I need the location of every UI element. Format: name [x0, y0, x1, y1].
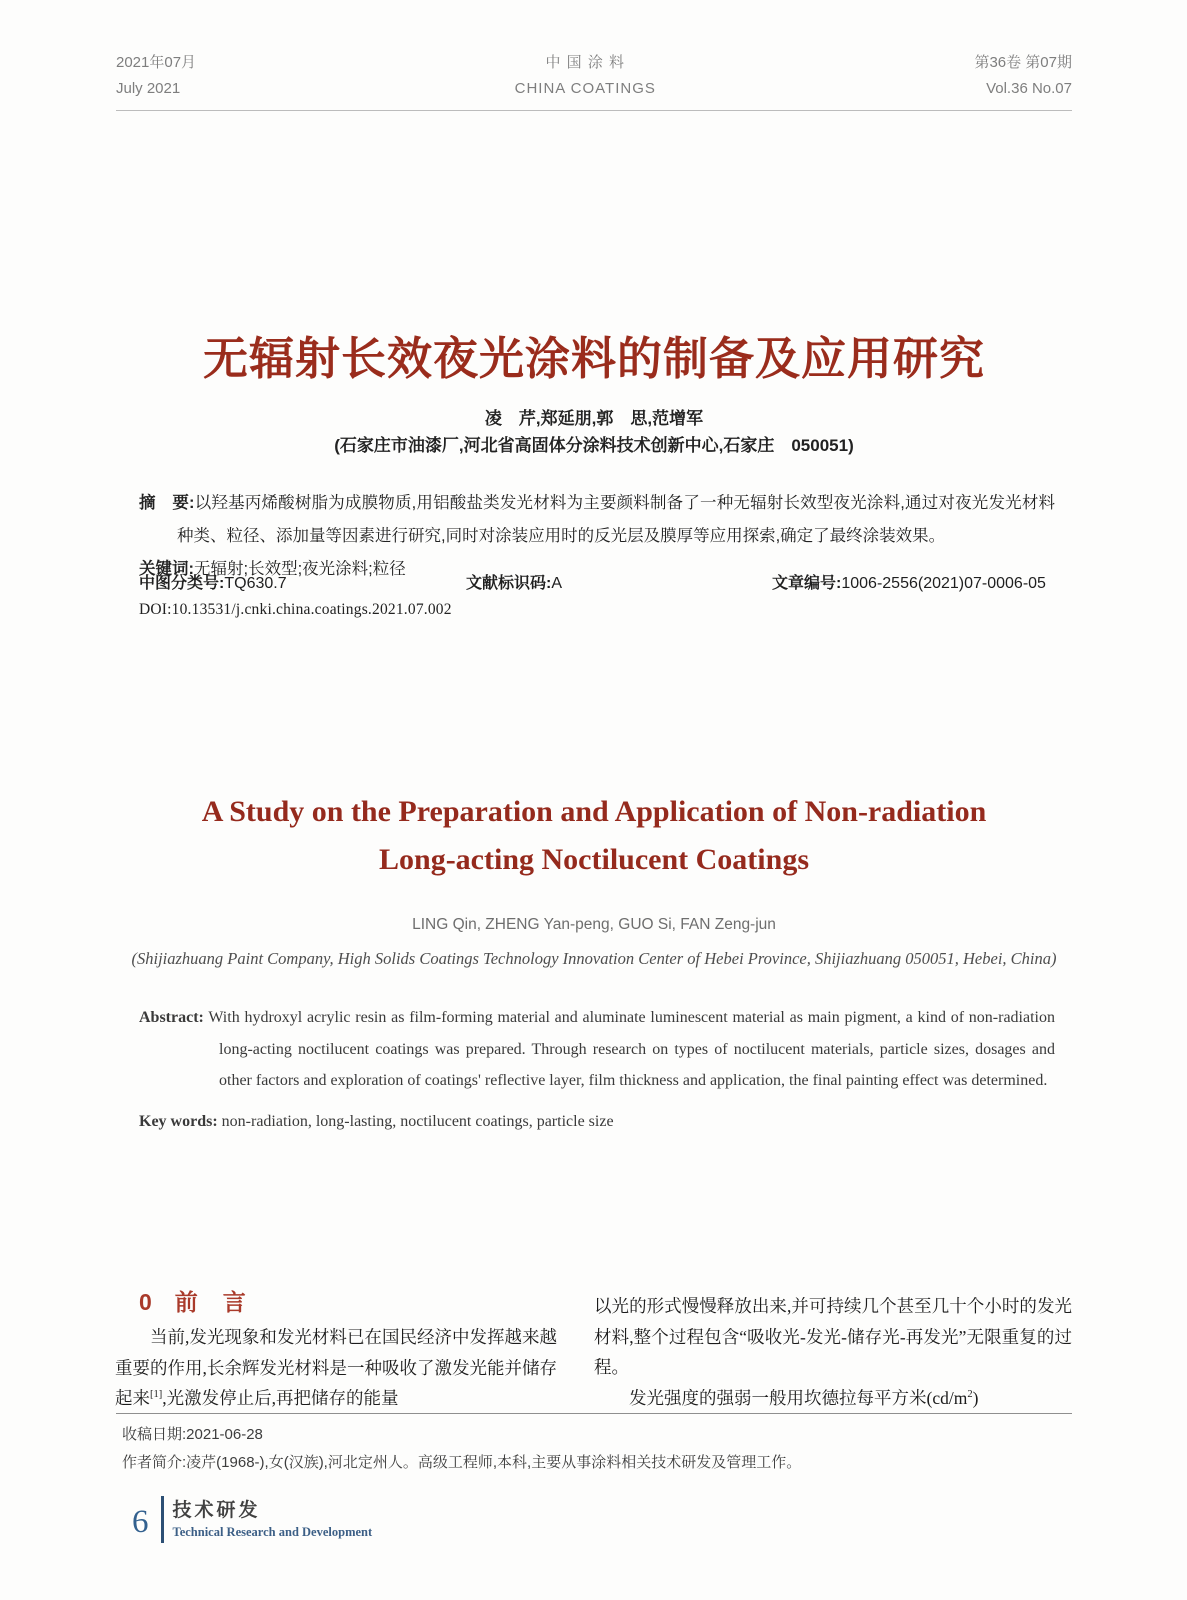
section-heading-introduction — [139, 1284, 247, 1317]
author-bio — [122, 1449, 1072, 1477]
footer-divider-bar — [161, 1496, 164, 1543]
clc-number — [139, 570, 287, 593]
abstract-text-en: With hydroxyl acrylic resin as film-forming material and aluminate luminescent material as main pigment, a kind of non-radiation long-acting noctilucent coatings was prepared. Through research on types of noctilucent materials, particle sizes, dosages and other factors and exploration of coatings' reflective layer, film thickness and application, the final painting effect was determined. — [208, 1009, 1055, 1089]
abstract-label-cn: 摘 要: — [139, 494, 195, 512]
footer-column-cn: 技术研发 — [172, 1499, 261, 1521]
header-issue-cn: 第36卷 第07期 — [974, 54, 1072, 71]
clc-value: TQ630.7 — [224, 575, 287, 592]
abstract-cn — [139, 487, 1055, 553]
body-column-left — [115, 1322, 557, 1414]
header-date-cn: 2021年07月 — [116, 54, 197, 71]
keywords-text-cn: 无辐射;长效型;夜光涂料;粒径 — [194, 560, 406, 578]
body-text: ,光激发停止后,再把储存的能量 — [162, 1388, 399, 1408]
body-paragraph — [115, 1322, 557, 1414]
keywords-en — [139, 1106, 1055, 1138]
keywords-text-en: non-radiation, long-lasting, noctilucent coatings, particle size — [221, 1112, 614, 1130]
article-title-en-line2: Long-acting Noctilucent Coatings — [379, 843, 809, 876]
article-title-en — [96, 788, 1092, 884]
header-journal-name — [515, 50, 656, 102]
footer-column-en: Technical Research and Development — [172, 1524, 373, 1539]
article-id-label: 文章编号: — [772, 575, 842, 592]
header-divider — [116, 110, 1072, 111]
keywords-label-cn: 关键词: — [139, 560, 194, 578]
abstract-text-cn: 以羟基丙烯酸树脂为成膜物质,用铝酸盐类发光材料为主要颜料制备了一种无辐射长效型夜光涂料,通过对夜光发光材料种类、粒径、添加量等因素进行研究,同时对涂装应用时的反光层及膜厚等应用探索,确定了最终涂装效果。 — [177, 494, 1056, 545]
author-bio-value: 凌芹(1968-),女(汉族),河北定州人。高级工程师,本科,主要从事涂料相关技术研发及管理工作。 — [186, 1453, 802, 1471]
footnote-block — [122, 1421, 1072, 1476]
affiliation-en: (Shijiazhuang Paint Company, High Solids Coatings Technology Innovation Center of Hebei Province, Shijiazhuang 050051, Hebei, China) — [131, 949, 1057, 968]
clc-label: 中图分类号: — [139, 575, 225, 592]
affiliation-cn: (石家庄市油漆厂,河北省高固体分涂料技术创新中心,石家庄 050051) — [334, 436, 854, 455]
body-text: 当前,发光现象和发光材料已在国民经济中发挥越来越重要的作用,长余辉发光材料是一种吸收了激发光能并储存起来 — [115, 1327, 557, 1408]
document-code — [466, 570, 562, 593]
body-paragraph — [594, 1291, 1072, 1383]
doi: DOI:10.13531/j.cnki.china.coatings.2021.07.002 — [139, 601, 452, 618]
article-id — [772, 570, 1046, 593]
abstract-block-en — [139, 1002, 1055, 1137]
section-number: 0 — [139, 1289, 153, 1315]
superscript-2: 2 — [967, 1388, 973, 1400]
keywords-label-en: Key words: — [139, 1112, 218, 1130]
body-text: ) — [972, 1387, 979, 1408]
article-title-en-line1: A Study on the Preparation and Application of Non-radiation — [201, 795, 987, 828]
author-bio-label: 作者简介: — [122, 1453, 187, 1471]
article-id-value: 1006-2556(2021)07-0006-05 — [841, 575, 1046, 592]
header-journal-cn: 中 国 涂 料 — [545, 54, 625, 71]
header-journal-en: CHINA COATINGS — [514, 80, 656, 97]
header-issue — [974, 50, 1072, 102]
body-paragraph — [594, 1383, 1072, 1414]
page-footer — [132, 1496, 372, 1543]
article-title-cn: 无辐射长效夜光涂料的制备及应用研究 — [202, 333, 985, 384]
page-number: 6 — [132, 1504, 149, 1540]
received-date — [122, 1421, 1072, 1449]
footer-column-name — [173, 1499, 373, 1541]
abstract-label-en: Abstract: — [139, 1009, 204, 1026]
authors-cn: 凌 芹,郑延朋,郭 思,范增军 — [484, 409, 704, 428]
abstract-en — [139, 1002, 1055, 1097]
document-code-label: 文献标识码: — [466, 575, 552, 592]
authors-en: LING Qin, ZHENG Yan-peng, GUO Si, FAN Zeng-jun — [412, 916, 776, 933]
document-code-value: A — [551, 575, 563, 592]
body-text: 发光强度的强弱一般用坎德拉每平方米(cd/m — [629, 1387, 968, 1408]
header-date — [116, 50, 196, 102]
journal-header — [116, 50, 1072, 102]
header-issue-en: Vol.36 No.07 — [986, 80, 1072, 97]
reference-marker: [1] — [150, 1389, 163, 1401]
body-column-right — [594, 1291, 1072, 1413]
header-date-en: July 2021 — [116, 80, 181, 97]
body-text: 以光的形式慢慢释放出来,并可持续几个甚至几十个小时的发光材料,整个过程包含“吸收光-发光-储存光-再发光”无限重复的过程。 — [594, 1296, 1072, 1377]
received-date-label: 收稿日期: — [122, 1426, 187, 1443]
meta-row — [139, 570, 1072, 594]
section-title: 前 言 — [174, 1289, 247, 1315]
footnote-divider — [116, 1413, 1072, 1414]
received-date-value: 2021-06-28 — [186, 1426, 263, 1443]
